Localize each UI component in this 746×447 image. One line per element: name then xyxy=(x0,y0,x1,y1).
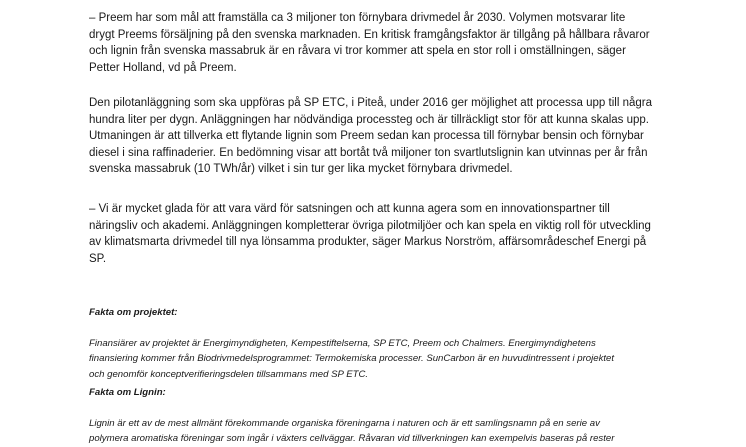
fact-box-lignin xyxy=(89,369,614,447)
quote-paragraph-preem: – Preem har som mål att framställa ca 3 miljoner ton förnybara drivmedel år 2030. Volymen motsvarar lite drygt Preems försäljning på den svenska marknaden. En kritisk framgångsfaktor är tillgång på hållbara råvaror och lignin från svenska massabruk är en råvara vi tror kommer att spela en stor roll i omställningen, säger Petter Holland, vd på Preem. xyxy=(89,12,650,74)
fact-lignin-body: Lignin är ett av de mest allmänt förekommande organiska föreningarna i naturen och är ett samlingsnamn på en serie av polymera aromatiska föreningar som ingår i växters cellväggar. Råvaran vid tillverkningen kan exempelvis baseras på rester xyxy=(89,417,615,445)
fact-project-body: Finansiärer av projektet är Energimyndigheten, Kempestiftelserna, SP ETC, Preem och Chalmers. Energimyndighetens finansiering kommer från Biodrivmedelsprogrammet: Termokemiska processer. SunCarbon är en huvudintressent i projektet och genomför konceptverifieringsdelen tillsammans med SP ETC. xyxy=(89,337,615,380)
fact-lignin-title: Fakta om Lignin: xyxy=(89,386,166,398)
pilot-plant-paragraph: Den pilotanläggning som ska uppföras på SP ETC, i Piteå, under 2016 ger möjlighet att processa upp till några hundra liter per dygn. Anläggningen har nödvändiga processteg och är tillräckligt stor för att kunna skalas upp. Utmaningen är att tillverka ett flytande lignin som Preem sedan kan processa till förnybar bensin och förnybar diesel i sina raffinaderier. En bedömning visar att bortåt två miljoner ton svartlutslignin kan utvinnas per år från svenska massabruk (10 TWh/år) vilket i sin tur ger lika mycket förnybara drivmedel. xyxy=(89,97,652,176)
quote-paragraph-sp: – Vi är mycket glada för att vara värd för satsningen och att kunna agera som en innovationspartner till näringsliv och akademi. Anläggningen kompletterar övriga pilotmiljöer och kan spela en viktig roll för utveckling av klimatsmarta drivmedel till nya lönsamma produkter, säger Markus Norström, affärsområdeschef Energi på SP. xyxy=(89,203,651,265)
fact-project-title: Fakta om projektet: xyxy=(89,306,178,318)
